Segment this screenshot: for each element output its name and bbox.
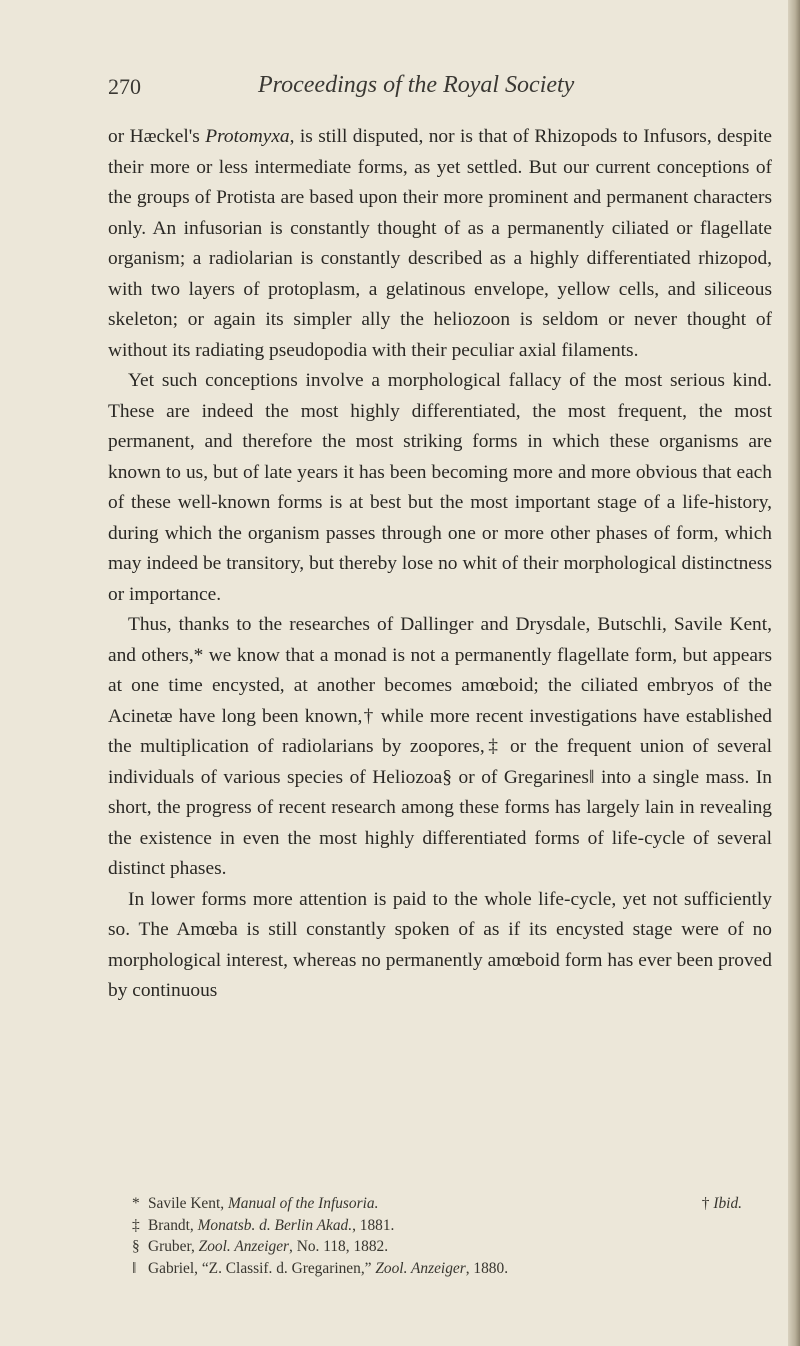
footnote-title: Manual of the Infusoria. bbox=[227, 1195, 379, 1212]
footnote-5 bbox=[132, 1258, 742, 1280]
footnote-2 bbox=[702, 1193, 742, 1215]
footnote-rest: , 1881. bbox=[352, 1216, 395, 1234]
paragraph-1-lead: or Hæckel's bbox=[108, 126, 206, 147]
footnote-mark: ‡ bbox=[132, 1216, 140, 1234]
running-title: Proceedings of the Royal Society bbox=[258, 72, 575, 98]
footnote-mark: § bbox=[132, 1238, 140, 1255]
footnote-3 bbox=[132, 1215, 742, 1237]
footnote-title: Zool. Anzeiger bbox=[198, 1238, 290, 1255]
footnote-author: Brandt, bbox=[148, 1216, 198, 1234]
footnote-title: Monatsb. d. Berlin Akad. bbox=[197, 1216, 353, 1234]
footnote-author: Savile Kent, bbox=[148, 1195, 228, 1212]
paragraph-1 bbox=[108, 122, 772, 366]
footnote-4 bbox=[132, 1236, 742, 1258]
footnote-title: Zool. Anzeiger bbox=[375, 1259, 466, 1277]
paragraph-1-italic: Protomyxa bbox=[205, 126, 290, 147]
footnote-rest: , No. 118, 1882. bbox=[289, 1238, 389, 1255]
footnote-author: Gabriel, “Z. Classif. d. Gregarinen,” bbox=[148, 1259, 376, 1277]
paragraph-3: Thus, thanks to the researches of Dallinger and Drysdale, Butschli, Savile Kent, and others,* we know that a monad is not a permanently flagellate form, but appears at one time encysted, at another becomes amœboid; the ciliated embryos of the Acinetæ have long been known,† while more recent investigations have established the multiplication of radiolarians by zoopores,‡ or the frequent union of several individuals of various species of Heliozoa§ or of Gregarines‖ into a single mass. In short, the progress of recent research among these forms has largely lain in revealing the existence in even the most highly differentiated forms of life-cycle of several distinct phases. bbox=[108, 614, 772, 879]
page-number: 270 bbox=[108, 74, 141, 99]
footnote-mark: * bbox=[132, 1195, 140, 1212]
page-edge-shadow bbox=[788, 0, 800, 1346]
footnote-1 bbox=[132, 1193, 742, 1215]
paragraph-2: Yet such conceptions involve a morphological fallacy of the most serious kind. These are indeed the most highly differentiated, the most frequent, the most permanent, and therefore the most striking forms in which these organisms are known to us, but of late years it has been becoming more and more obvious that each of these well-known forms is at best but the most important stage of a life-history, during which the organism passes through one or more other phases of form, which may indeed be transitory, but thereby lose no whit of their morphological distinctness or importance. bbox=[108, 370, 772, 605]
footnote-title: Ibid. bbox=[713, 1195, 742, 1212]
paragraph-1-rest: , is still disputed, nor is that of Rhizopods to Infusors, despite their more or less intermediate forms, as yet settled. But our current conceptions of the groups of Protista are based upon their more prominent and permanent characters only. An infusorian is constantly thought of as a permanently ciliated or flagellate organism; a radiolarian is constantly described as a highly differentiated rhizopod, with two layers of protoplasm, a gelatinous envelope, yellow cells, and siliceous skeleton; or again its simpler ally the heliozoon is seldom or never thought of without its radiating pseudopodia with their peculiar axial filaments. bbox=[108, 126, 773, 361]
footnote-mark: † bbox=[701, 1195, 710, 1212]
footnote-author: Gruber, bbox=[148, 1238, 199, 1255]
footnotes bbox=[132, 1193, 742, 1279]
footnote-rest: , 1880. bbox=[465, 1259, 509, 1277]
paragraph-4: In lower forms more attention is paid to the whole life-cycle, yet not sufficiently so. The Amœba is still constantly spoken of as if its encysted stage were of no morphological interest, whereas no permanently amœboid form has ever been proved by continuous bbox=[108, 888, 772, 1001]
footnote-mark: ‖ bbox=[132, 1259, 137, 1277]
body-text bbox=[108, 122, 772, 1007]
page-header bbox=[108, 70, 708, 110]
